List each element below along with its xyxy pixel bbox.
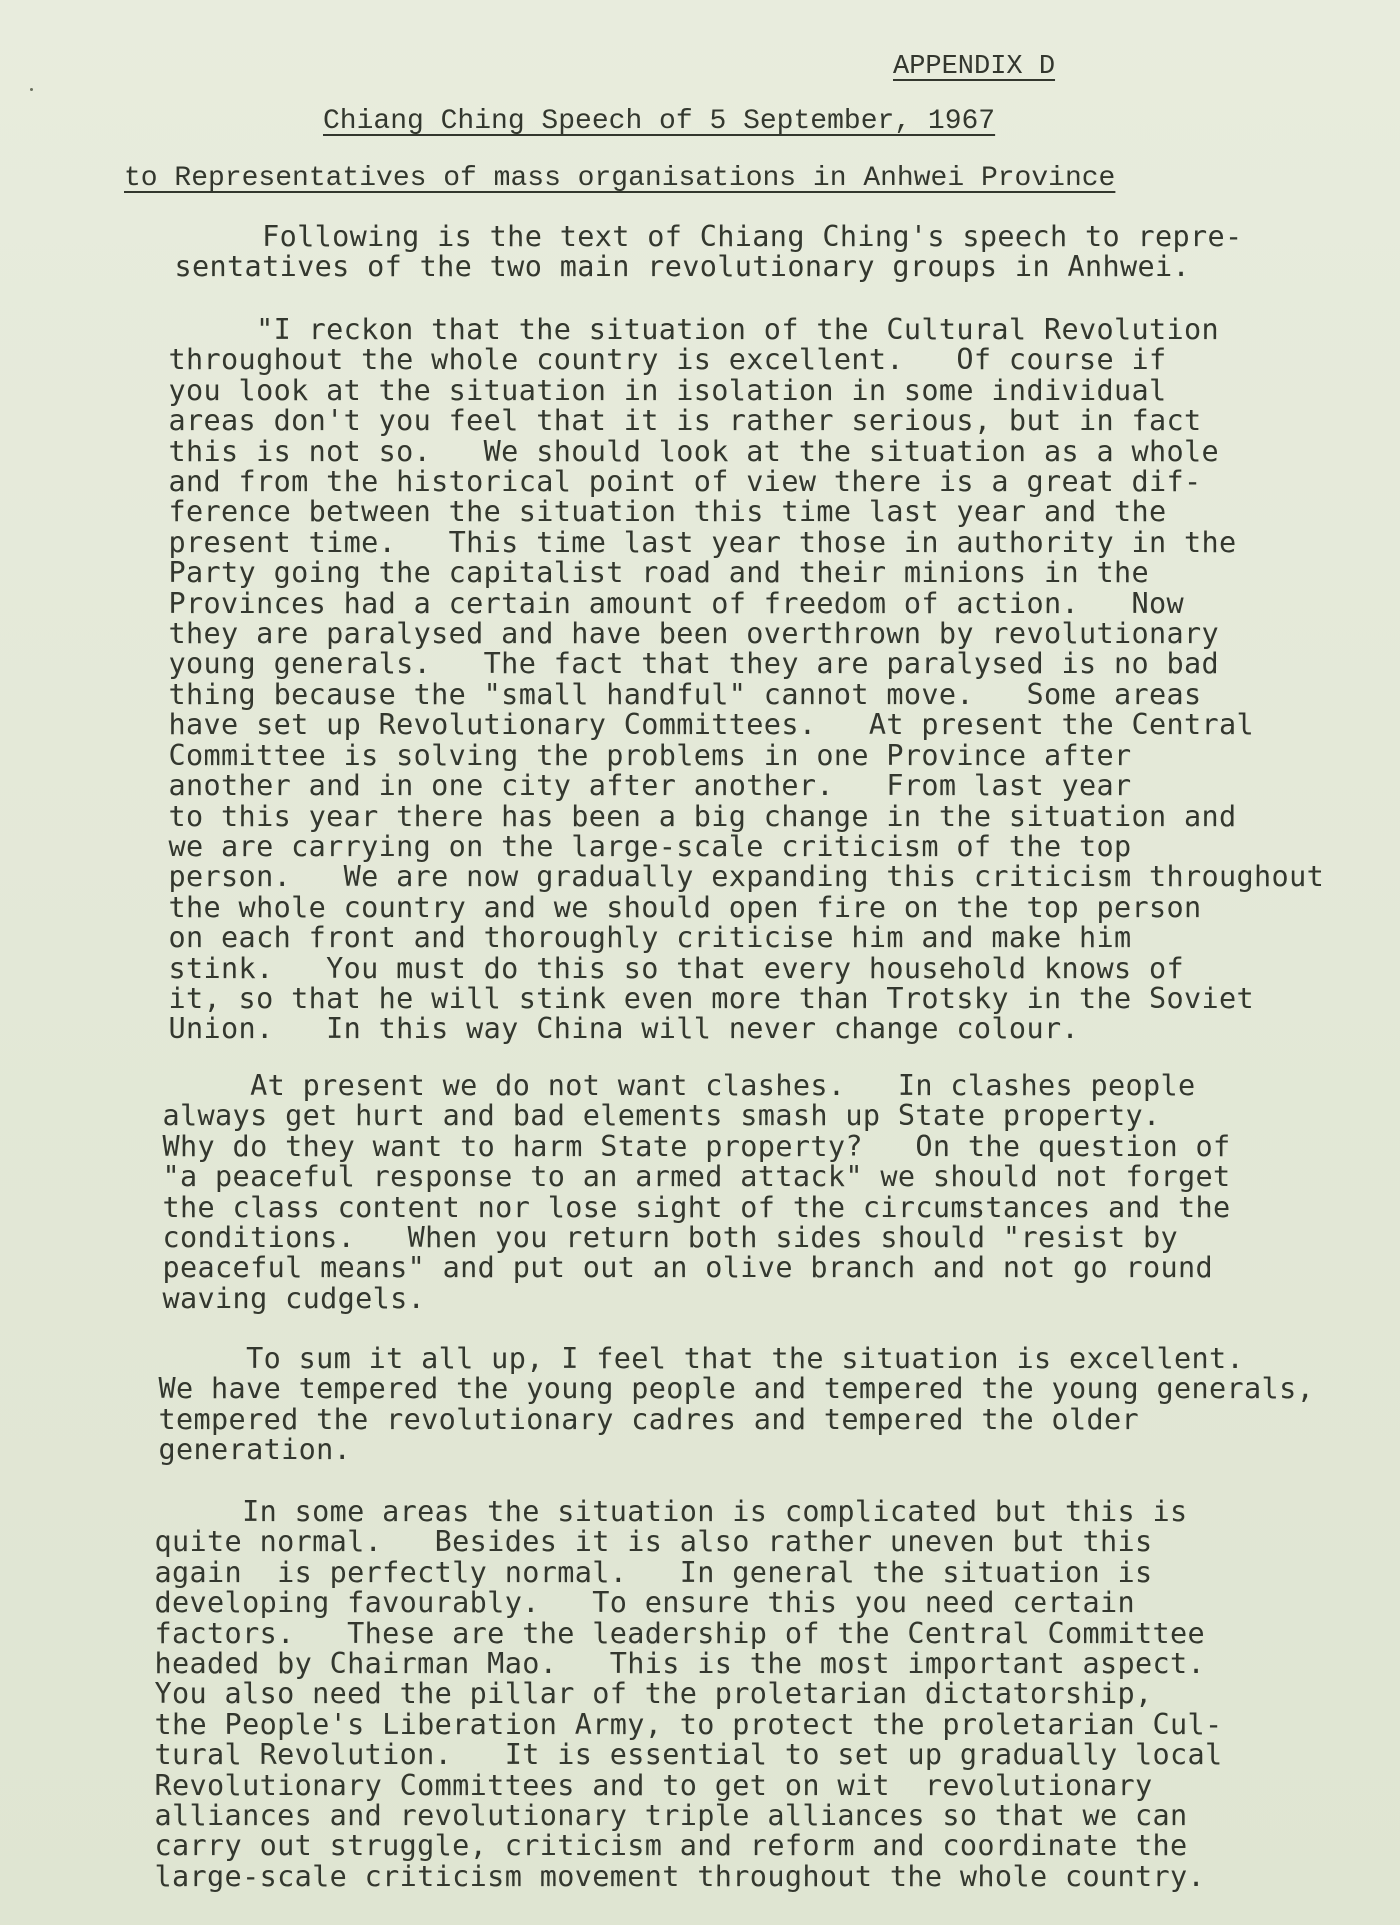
paper-speck: [30, 88, 33, 91]
document-title: Chiang Ching Speech of 5 September, 1967: [323, 106, 996, 137]
document-subtitle: to Representatives of mass organisations in Anhwei Province: [124, 163, 1116, 194]
appendix-label: APPENDIX D: [893, 52, 1056, 82]
paragraph-summary: To sum it all up, I feel that the situation is excellent. We have tempered the young people and tempered the young generals, tempered the revolutionary cadres and tempered the older generation.: [158, 1342, 1315, 1467]
paragraph-clashes: At present we do not want clashes. In clashes people always get hurt and bad elements smash up State property. Why do they want to harm State property? On the question of "a peaceful response to an armed attack" we should not forget the class content nor lose sight of the circumstances and the conditions. When you return both sides should "resist by peaceful means" and put out an olive branch and not go round waving cudgels.: [162, 1069, 1231, 1315]
paragraph-conclusion: In some areas the situation is complicated but this is quite normal. Besides it is also rather uneven but this again is perfectly normal. In general the situation is developing favourably. To ensure this you need certain factors. These are the leadership of the Central Committee headed by Chairman Mao. This is the most important aspect. You also need the pillar of the proletarian dictatorship, the People's Liberation Army, to protect the proletarian Cul- tural Revolution. It is essential to set up gradually local Revolutionary Committees and to get on wit revolutionary alliances and revolutionary triple alliances so that we can carry out struggle, criticism and reform and coordinate the large-scale criticism movement throughout the whole country.: [154, 1495, 1223, 1893]
paragraph-situation: "I reckon that the situation of the Cultural Revolution throughout the whole country is excellent. Of course if you look at the situation in isolation in some individual areas don't you feel that it is rather serious, but in fact this is not so. We should look at the situation as a whole and from the historical point of view there is a great dif- ference between the situation this time last year and the present time. This time last year those in authority in the Party going the capitalist road and their minions in the Provinces had a certain amount of freedom of action. Now they are paralysed and have been overthrown by revolutionary young generals. The fact that they are paralysed is no bad thing because the "small handful" cannot move. Some areas have set up Revolutionary Committees. At present the Central Committee is solving the problems in one Province after another and in one city after another. From last year to this year there has been a big change in the situation and we are carrying on the large-scale criticism of the top person. We are now gradually expanding this criticism throughout the whole country and we should open fire on the top person on each front and thoroughly criticise him and make him stink. You must do this so that every household knows of it, so that he will stink even more than Trotsky in the Soviet Union. In this way China will never change colour.: [168, 313, 1325, 1046]
paragraph-introduction: Following is the text of Chiang Ching's speech to repre- sentatives of the two main revolutionary groups in Anhwei.: [174, 220, 1243, 284]
